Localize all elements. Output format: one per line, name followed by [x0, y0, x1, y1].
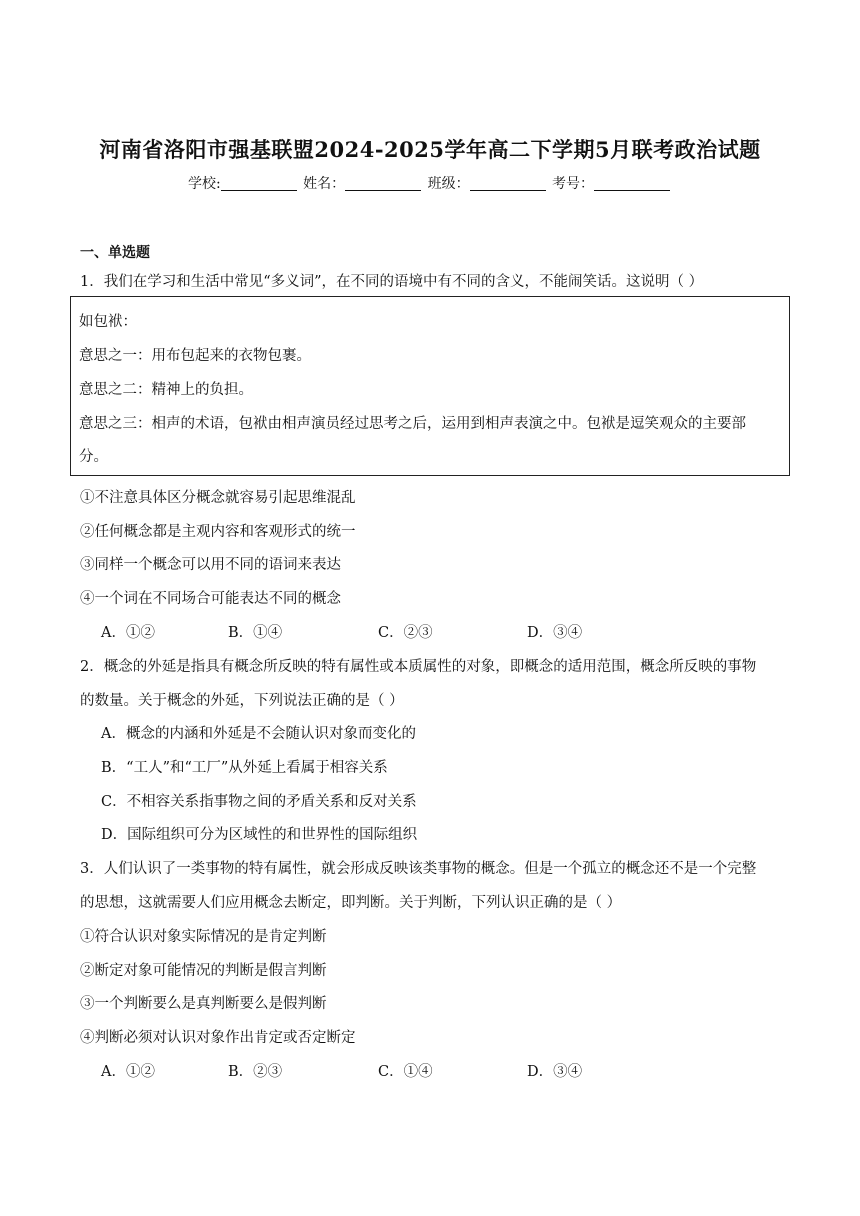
- school-blank[interactable]: [221, 176, 297, 191]
- q3-options: [101, 1060, 661, 1080]
- q2-stem-line: 2．概念的外延是指具有概念所反映的特有属性或本质属性的对象，即概念的适用范围，概念所反映的事物: [80, 659, 757, 675]
- exam-number-blank[interactable]: [594, 176, 670, 191]
- q3-statement: ①符合认识对象实际情况的是肯定判断: [80, 929, 327, 945]
- q1-statement: ②任何概念都是主观内容和客观形式的统一: [80, 524, 356, 540]
- q3-option-d[interactable]: D．③④: [527, 1064, 583, 1080]
- q2-stem-line: 的数量。关于概念的外延，下列说法正确的是（ ）: [80, 693, 404, 709]
- q2-option-d[interactable]: D．国际组织可分为区域性的和世界性的国际组织: [101, 827, 418, 843]
- q1-statement: ①不注意具体区分概念就容易引起思维混乱: [80, 490, 356, 506]
- q1-option-a[interactable]: A．①②: [101, 625, 155, 641]
- q3-option-a[interactable]: A．①②: [101, 1064, 155, 1080]
- q1-option-c[interactable]: C．②③: [378, 625, 433, 641]
- student-info-line: [0, 173, 860, 193]
- section-heading: 一、单选题: [80, 245, 150, 261]
- material-line: 意思之二：精神上的负担。: [79, 382, 253, 398]
- q3-option-b[interactable]: B．②③: [228, 1064, 283, 1080]
- q1-material-box: [70, 296, 790, 476]
- school-label: 学校:: [187, 176, 221, 192]
- q2-option-b[interactable]: B．“工人”和“工厂”从外延上看属于相容关系: [101, 760, 388, 776]
- q3-statement: ③一个判断要么是真判断要么是假判断: [80, 996, 327, 1012]
- material-line: 意思之三：相声的术语，包袱由相声演员经过思考之后，运用到相声表演之中。包袱是逗笑观众的主要部: [79, 416, 746, 432]
- q2-option-a[interactable]: A．概念的内涵和外延是不会随认识对象而变化的: [101, 726, 416, 742]
- q3-statement: ④判断必须对认识对象作出肯定或否定断定: [80, 1030, 356, 1046]
- q1-option-d[interactable]: D．③④: [527, 625, 583, 641]
- class-blank[interactable]: [470, 176, 546, 191]
- q3-statement: ②断定对象可能情况的判断是假言判断: [80, 963, 327, 979]
- q3-stem-line: 的思想，这就需要人们应用概念去断定，即判断。关于判断，下列认识正确的是（ ）: [80, 895, 622, 911]
- q3-option-c[interactable]: C．①④: [378, 1064, 433, 1080]
- q1-options: [101, 621, 661, 641]
- q1-statement: ③同样一个概念可以用不同的语词来表达: [80, 557, 341, 573]
- name-blank[interactable]: [345, 176, 421, 191]
- name-label: 姓名：: [303, 176, 346, 192]
- exam-title: 河南省洛阳市强基联盟2024-2025学年高二下学期5月联考政治试题: [99, 137, 761, 162]
- material-line: 如包袱：: [79, 314, 137, 330]
- material-line: 意思之一：用布包起来的衣物包裹。: [79, 348, 311, 364]
- q1-option-b[interactable]: B．①④: [228, 625, 283, 641]
- material-line: 分。: [79, 449, 108, 465]
- q1-statement: ④一个词在不同场合可能表达不同的概念: [80, 591, 341, 607]
- q3-stem-line: 3．人们认识了一类事物的特有属性，就会形成反映该类事物的概念。但是一个孤立的概念还不是一个完整: [80, 861, 757, 877]
- q2-option-c[interactable]: C．不相容关系指事物之间的矛盾关系和反对关系: [101, 794, 417, 810]
- class-label: 班级：: [427, 176, 470, 192]
- exam-number-label: 考号：: [552, 176, 595, 192]
- q1-stem: 1．我们在学习和生活中常见“多义词”，在不同的语境中有不同的含义，不能闹笑话。这说明（ ）: [80, 274, 704, 290]
